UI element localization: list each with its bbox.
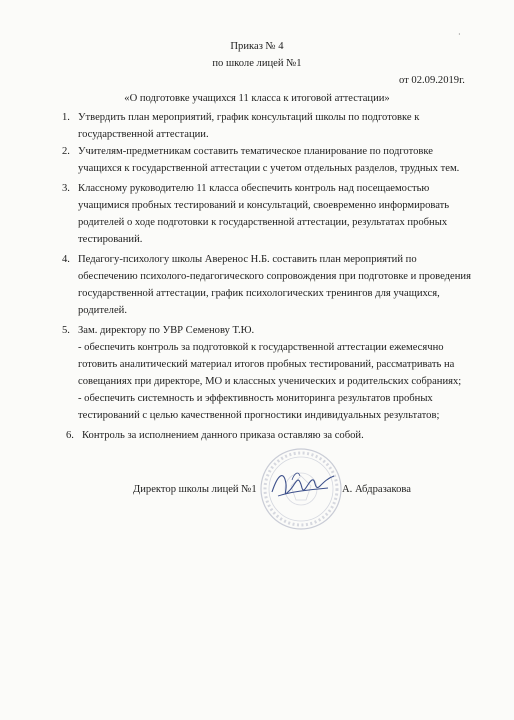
item-4-line-2: обеспечению психолого-педагогического сопровождения при подготовке и проведения xyxy=(78,271,471,282)
item-number: 6. xyxy=(66,430,74,441)
item-1-line-1: Утвердить план мероприятий, график консультаций школы по подготовке к xyxy=(78,112,420,123)
signature-position: Директор школы лицей №1 xyxy=(133,484,257,495)
item-5-line-3: готовить аналитический материал итогов пробных тестирований, рассматривать на xyxy=(78,359,455,370)
item-6-line-1: Контроль за исполнением данного приказа оставляю за собой. xyxy=(82,430,364,441)
item-number: 2. xyxy=(62,146,70,157)
signature-icon xyxy=(268,462,338,506)
item-number: 5. xyxy=(62,325,70,336)
item-5-line-1: Зам. директору по УВР Семенову Т.Ю. xyxy=(78,325,255,336)
item-4-line-1: Педагогу-психологу школы Аверенос Н.Б. составить план мероприятий по xyxy=(78,254,417,265)
item-4-line-3: государственной аттестации, график психологических тренингов для учащихся, xyxy=(78,288,440,299)
item-1-line-2: государственной аттестации. xyxy=(78,129,209,140)
item-number: 4. xyxy=(62,254,70,265)
order-subtitle: по школе лицей №1 xyxy=(212,58,302,69)
item-5-line-2: - обеспечить контроль за подготовкой к государственной аттестации ежемесячно xyxy=(78,342,444,353)
order-topic: «О подготовке учащихся 11 класса к итоговой аттестации» xyxy=(124,93,390,104)
item-5-line-6: тестирований с целью качественной прогностики индивидуальных результатов; xyxy=(78,410,440,421)
item-4-line-4: родителей. xyxy=(78,305,127,316)
item-3-line-1: Классному руководителю 11 класса обеспечить контроль над посещаемостью xyxy=(78,183,430,194)
order-date: от 02.09.2019г. xyxy=(399,75,465,86)
item-2-line-1: Учителям-предметникам составить тематическое планирование по подготовке xyxy=(78,146,433,157)
order-title: Приказ № 4 xyxy=(230,41,284,52)
item-number: 3. xyxy=(62,183,70,194)
item-3-line-3: родителей о ходе подготовки к государственной аттестации, результатах пробных xyxy=(78,217,448,228)
item-3-line-2: учащимися пробных тестирований и консультаций, своевременно информировать xyxy=(78,200,450,211)
item-2-line-2: учащихся к государственной аттестации с учетом отдельных разделов, трудных тем. xyxy=(78,163,460,174)
item-3-line-4: тестирований. xyxy=(78,234,143,245)
item-5-line-4: совещаниях при директоре, МО и классных ученических и родительских собраниях; xyxy=(78,376,462,387)
signature-name: А. Абдразакова xyxy=(342,484,411,495)
item-number: 1. xyxy=(62,112,70,123)
corner-mark: · xyxy=(458,30,461,39)
item-5-line-5: - обеспечить системность и эффективность мониторинга результатов пробных xyxy=(78,393,433,404)
